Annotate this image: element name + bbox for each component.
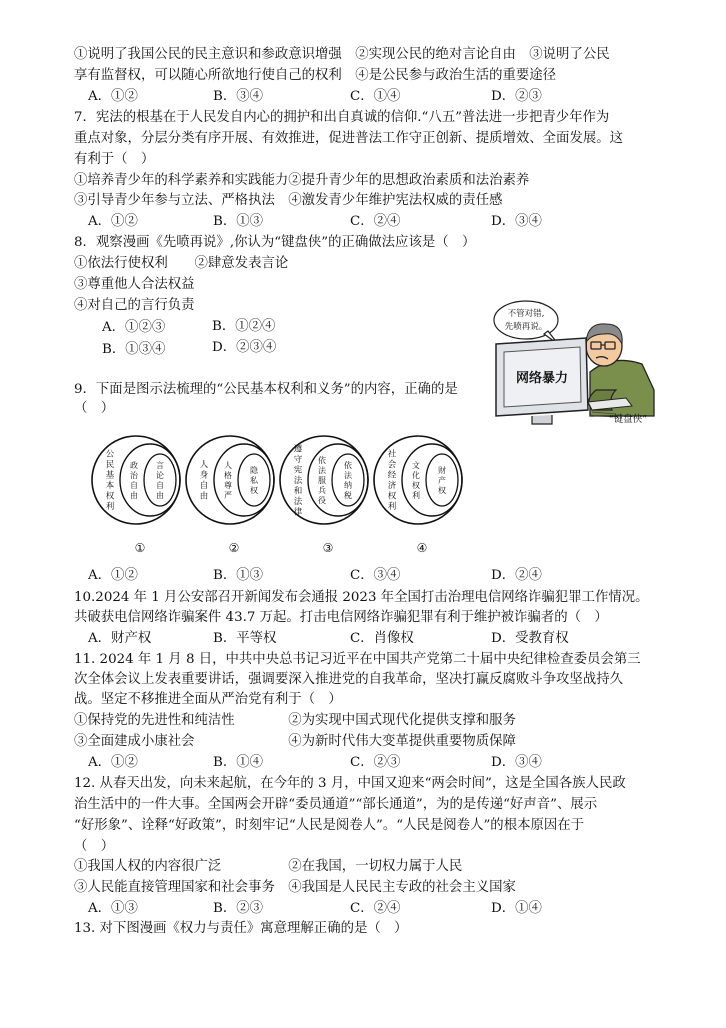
q9-concept-diagrams bbox=[88, 428, 488, 558]
q8-statement-line-2: ③尊重他人合法权益 bbox=[74, 277, 195, 292]
middle-circle bbox=[214, 444, 274, 516]
q11-option-b[interactable]: B．①④ bbox=[213, 755, 264, 770]
q7-option-a[interactable]: A．①② bbox=[88, 214, 138, 229]
q11-options bbox=[88, 753, 688, 773]
q8-stem: 8．观察漫画《先喷再说》,你认为“键盘侠”的正确做法应该是（ ） bbox=[74, 235, 476, 250]
q10-option-a[interactable]: A．财产权 bbox=[88, 631, 152, 646]
middle-label: 政治自由 bbox=[130, 460, 138, 500]
outer-label: 人身自由 bbox=[199, 460, 209, 502]
middle-circle bbox=[402, 444, 462, 516]
q12-option-b[interactable]: B．②③ bbox=[213, 901, 264, 916]
q8-option-d[interactable]: D．②③④ bbox=[212, 340, 277, 355]
q12-stem-line-4: （ ） bbox=[74, 839, 115, 854]
q10-stem-line-2: 共破获电信网络诈骗案件 43.7 万起。打击电信网络诈骗犯罪有利于维护被诈骗者的（ ） bbox=[74, 610, 608, 625]
q8-option-a[interactable]: A．①②③ bbox=[102, 320, 166, 335]
inner-label: 隐私权 bbox=[250, 465, 258, 495]
q7-statement-line-2: ③引导青少年参与立法、严格执法 ④激发青少年维护宪法权威的责任感 bbox=[74, 193, 503, 208]
q13-stem: 13. 对下图漫画《权力与责任》寓意理解正确的是（ ） bbox=[74, 921, 408, 936]
middle-label: 文化权利 bbox=[412, 460, 420, 500]
q12-option-d[interactable]: D．①④ bbox=[491, 901, 542, 916]
q11-stem-line-2: 次全体会议上发表重要讲话，强调要深入推进党的自我革命，坚决打赢反腐败斗争攻坚战持久 bbox=[74, 672, 624, 687]
q9-option-b[interactable]: B．①③ bbox=[213, 568, 264, 583]
inner-label: 言论自由 bbox=[156, 460, 164, 500]
q10-option-b[interactable]: B．平等权 bbox=[213, 631, 277, 646]
diagram-number: ② bbox=[228, 541, 240, 555]
q9-diagram-2 bbox=[186, 436, 274, 555]
q8-option-b[interactable]: B．①②④ bbox=[212, 319, 276, 334]
q7-statement-line-1: ①培养青少年的科学素养和实践能力②提升青少年的思想政治素质和法治素养 bbox=[74, 173, 530, 188]
bubble-text-line-1: 不管对错, bbox=[507, 309, 545, 319]
q9-diagram-1 bbox=[92, 436, 180, 555]
monitor-screen-text: 网络暴力 bbox=[515, 371, 569, 386]
q9-option-c[interactable]: C．③④ bbox=[350, 568, 401, 583]
diagram-number: ① bbox=[134, 541, 146, 555]
q7-option-c[interactable]: C．②④ bbox=[350, 214, 401, 229]
inner-label: 依法纳税 bbox=[344, 460, 352, 500]
q9-stem-line-2: （ ） bbox=[74, 401, 115, 416]
q7-stem-line-2: 重点对象，分层分类有序开展、有效推进，促进普法工作守正创新、提质增效、全面发展。这 bbox=[74, 131, 624, 146]
keyboard-warrior-caption: “键盘侠” bbox=[608, 414, 648, 425]
q10-option-d[interactable]: D．受教育权 bbox=[491, 631, 569, 646]
q6-options bbox=[88, 87, 688, 107]
q6-text-line-1: ①说明了我国公民的民主意识和参政意识增强 ②实现公民的绝对言论自由 ③说明了公民 bbox=[74, 47, 610, 62]
q12-options bbox=[88, 899, 688, 919]
q7-stem-line-3: 有利于（ ） bbox=[74, 152, 155, 167]
q7-option-d[interactable]: D．③④ bbox=[491, 214, 542, 229]
q12-stem-line-3: “好形象”、诠释“好政策”，时刻牢记“人民是阅卷人”。“人民是阅卷人”的根本原因在于 bbox=[74, 818, 585, 833]
q9-option-d[interactable]: D．②④ bbox=[491, 568, 542, 583]
middle-label: 依法服兵役 bbox=[318, 455, 326, 505]
q6-option-d[interactable]: D．②③ bbox=[491, 89, 542, 104]
q7-stem-line-1: 7．宪法的根基在于人民发自内心的拥护和出自真诚的信仰.“八五”普法进一步把青少年作为 bbox=[74, 110, 610, 125]
q11-stem-line-1: 11. 2024 年 1 月 8 日，中共中央总书记习近平在中国共产党第二十届中央纪律检查委员会第三 bbox=[74, 652, 641, 667]
q12-stem-line-1: 12. 从春天出发，向未来起航，在今年的 3 月，中国又迎来“两会时间”，这是全国各族人民政 bbox=[74, 776, 626, 791]
inner-label: 财产权 bbox=[438, 465, 446, 495]
q6-option-b[interactable]: B．③④ bbox=[213, 89, 264, 104]
q9-diagram-4 bbox=[374, 436, 462, 555]
q6-text-line-2: 享有监督权，可以随心所欲地行使自己的权利 ④是公民参与政治生活的重要途径 bbox=[74, 68, 557, 83]
q12-option-a[interactable]: A．①③ bbox=[88, 901, 138, 916]
q9-diagram-3 bbox=[280, 436, 368, 555]
middle-label: 人格尊严 bbox=[224, 460, 232, 500]
q11-option-d[interactable]: D．③④ bbox=[491, 755, 542, 770]
q12-stem-line-2: 治生活中的一件大事。全国两会开辟“委员通道”“部长通道”，为的是传递“好声音”、展示 bbox=[74, 797, 598, 812]
q11-option-a[interactable]: A．①② bbox=[88, 755, 138, 770]
q9-option-a[interactable]: A．①② bbox=[88, 568, 138, 583]
diagram-number: ③ bbox=[322, 541, 334, 555]
outer-label: 公民基本权利 bbox=[105, 449, 115, 513]
q10-options bbox=[88, 629, 688, 649]
q10-stem-line-1: 10.2024 年 1 月公安部召开新闻发布会通报 2023 年全国打击治理电信网络诈骗犯罪工作情况。 bbox=[74, 590, 649, 605]
bubble-text-line-2: 先喷再说。 bbox=[504, 322, 548, 332]
q10-option-c[interactable]: C．肖像权 bbox=[350, 631, 414, 646]
q12-option-c[interactable]: C．②④ bbox=[350, 901, 401, 916]
middle-circle bbox=[308, 444, 368, 516]
q12-statement-line-2: ③人民能直接管理国家和社会事务 ④我国是人民民主专政的社会主义国家 bbox=[74, 880, 516, 895]
q11-stem-line-3: 战。坚定不移推进全面从严治党有利于（ ） bbox=[74, 692, 342, 707]
q7-options bbox=[88, 212, 688, 232]
middle-circle bbox=[120, 444, 180, 516]
q8-option-c[interactable]: B．①③④ bbox=[102, 342, 166, 357]
q6-option-a[interactable]: A．①② bbox=[88, 89, 138, 104]
q12-statement-line-1: ①我国人权的内容很广泛 ②在我国，一切权力属于人民 bbox=[74, 859, 463, 874]
q11-option-c[interactable]: C．②③ bbox=[350, 755, 401, 770]
outer-label: 社会经济权利 bbox=[387, 449, 397, 513]
q11-statement-line-2: ③全面建成小康社会 ④为新时代伟大变革提供重要物质保障 bbox=[74, 734, 516, 749]
q11-statement-line-1: ①保持党的先进性和纯洁性 ②为实现中国式现代化提供支撑和服务 bbox=[74, 713, 516, 728]
q6-option-c[interactable]: C．①④ bbox=[350, 89, 401, 104]
q7-option-b[interactable]: B．①③ bbox=[213, 214, 264, 229]
outer-label: 遵守宪法和法律 bbox=[293, 444, 303, 518]
q8-statement-line-3: ④对自己的言行负责 bbox=[74, 298, 195, 313]
q8-statement-line-1: ①依法行使权利 ②肆意发表言论 bbox=[74, 256, 289, 271]
q9-stem-line-1: 9．下面是图示法梳理的“公民基本权利和义务”的内容，正确的是 bbox=[74, 382, 458, 397]
q9-options bbox=[88, 566, 688, 586]
diagram-number: ④ bbox=[416, 541, 428, 555]
keyboard-warrior-cartoon bbox=[492, 298, 664, 430]
